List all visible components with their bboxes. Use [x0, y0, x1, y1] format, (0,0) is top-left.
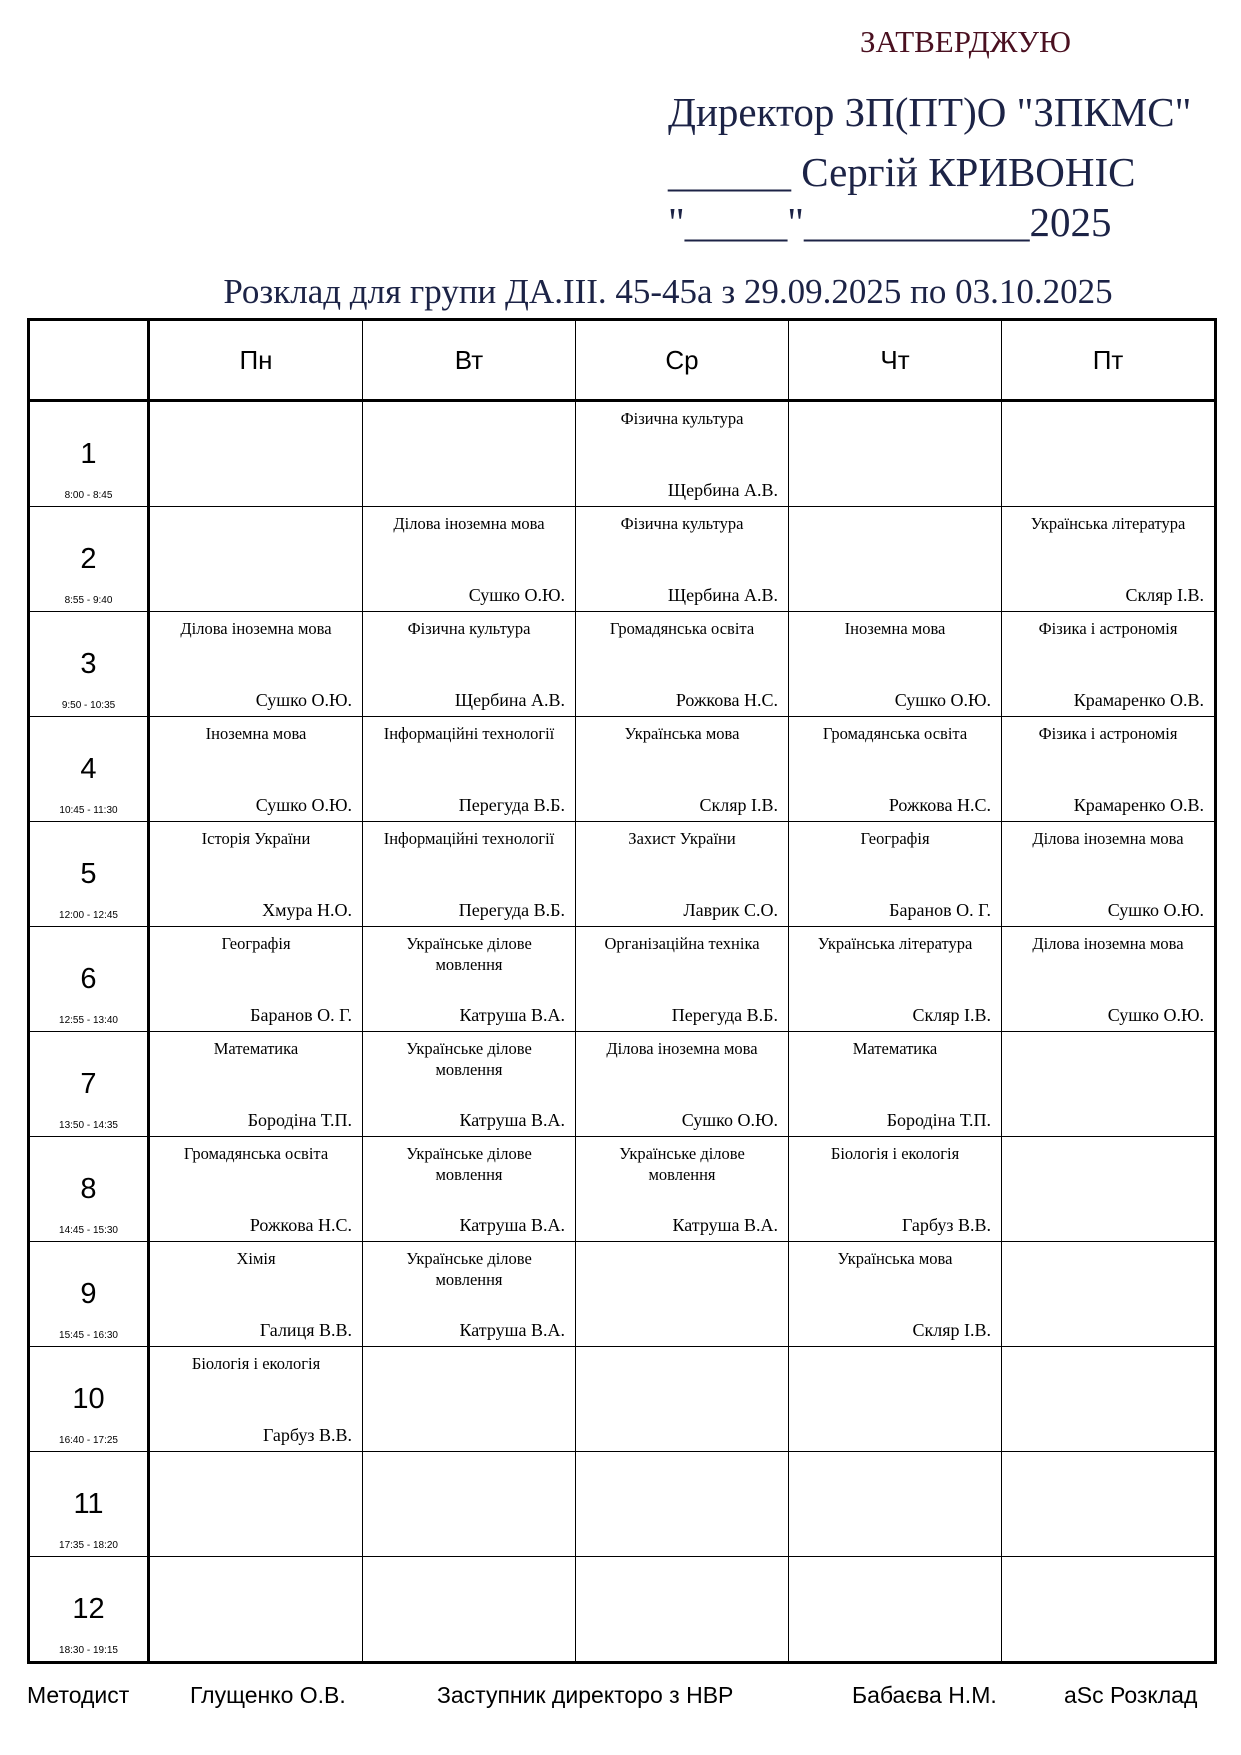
lesson-cell: [789, 927, 1002, 1032]
lesson-subject: Біологія і екологія: [830, 1144, 960, 1163]
software-label: aSc Розклад: [1064, 1682, 1198, 1708]
lesson-cell: [363, 1347, 576, 1452]
period-time: 17:35 - 18:20: [59, 1540, 118, 1551]
lesson-cell: [576, 822, 789, 927]
lesson-subject: Українська література: [1030, 514, 1186, 533]
director-signature: ______ Сергій КРИВОНІС: [668, 149, 1136, 195]
lesson-cell: [789, 1347, 1002, 1452]
period-cell: [29, 1242, 149, 1347]
lesson-cell: [789, 1452, 1002, 1557]
lesson-subject: Громадянська освіта: [822, 724, 968, 743]
period-row: [29, 612, 1216, 717]
lesson-teacher: Скляр І.В.: [699, 795, 778, 815]
lesson-subject: Фізика і астрономія: [1038, 619, 1178, 638]
lesson-subject: Інформаційні технології: [383, 829, 555, 848]
lesson-subject: Ділова іноземна мова: [1032, 829, 1184, 848]
lesson-subject: Математика: [213, 1039, 299, 1058]
period-time: 8:00 - 8:45: [64, 490, 113, 501]
approve-stamp: ЗАТВЕРДЖУЮ: [860, 24, 1071, 59]
lesson-subject: Фізика і астрономія: [1038, 724, 1178, 743]
lesson-cell: [789, 1242, 1002, 1347]
lesson-subject: Математика: [852, 1039, 938, 1058]
lesson-teacher: Щербина А.В.: [667, 480, 778, 500]
period-time: 9:50 - 10:35: [61, 700, 116, 711]
period-cell: [29, 1347, 149, 1452]
lesson-teacher: Сушко О.Ю.: [1107, 900, 1204, 920]
lesson-cell: [576, 401, 789, 507]
lesson-teacher: Щербина А.В.: [667, 585, 778, 605]
lesson-subject: Громадянська освіта: [609, 619, 755, 638]
lesson-teacher: Сушко О.Ю.: [255, 690, 352, 710]
lesson-teacher: Перегуда В.Б.: [458, 900, 565, 920]
schedule-body: [29, 401, 1216, 1663]
lesson-subject: Фізична культура: [407, 619, 531, 638]
lesson-cell: [363, 822, 576, 927]
lesson-cell: [1002, 1452, 1216, 1557]
period-cell: [29, 717, 149, 822]
deputy-label: Заступник директоро з НВР: [437, 1682, 734, 1708]
lesson-teacher: Скляр І.В.: [1125, 585, 1204, 605]
lesson-cell: [789, 1137, 1002, 1242]
lesson-subject: Хімія: [236, 1249, 276, 1268]
lesson-cell: [576, 1242, 789, 1347]
lesson-teacher: Крамаренко О.В.: [1073, 690, 1204, 710]
day-header-fri: Пт: [1002, 320, 1216, 401]
lesson-teacher: Катруша В.А.: [459, 1320, 565, 1340]
period-cell: [29, 507, 149, 612]
methodist-label: Методист: [27, 1682, 130, 1708]
lesson-cell: [576, 1137, 789, 1242]
lesson-subject: Захист України: [628, 829, 736, 848]
lesson-subject: Організаційна техніка: [604, 934, 760, 953]
lesson-subject: Фізична культура: [620, 409, 744, 428]
lesson-teacher: Скляр І.В.: [912, 1005, 991, 1025]
day-header-thu: Чт: [789, 320, 1002, 401]
lesson-teacher: Катруша В.А.: [459, 1110, 565, 1130]
lesson-subject: Історія України: [201, 829, 311, 848]
lesson-cell: [576, 1347, 789, 1452]
period-time: 12:55 - 13:40: [59, 1015, 118, 1026]
lesson-cell: [363, 401, 576, 507]
lesson-subject: Іноземна мова: [205, 724, 307, 743]
lesson-cell: [363, 507, 576, 612]
lesson-cell: [789, 822, 1002, 927]
lesson-cell: [363, 1557, 576, 1663]
lesson-cell: [789, 507, 1002, 612]
lesson-teacher: Перегуда В.Б.: [671, 1005, 778, 1025]
lesson-teacher: Бородіна Т.П.: [886, 1110, 991, 1130]
period-number: 12: [72, 1593, 105, 1625]
period-time: 13:50 - 14:35: [59, 1120, 118, 1131]
period-row: [29, 1557, 1216, 1663]
period-row: [29, 927, 1216, 1032]
period-row: [29, 1347, 1216, 1452]
lesson-cell: [149, 822, 363, 927]
lesson-cell: [149, 401, 363, 507]
lesson-cell: [789, 717, 1002, 822]
period-row: [29, 717, 1216, 822]
lesson-subject: Ділова іноземна мова: [606, 1039, 758, 1058]
lesson-cell: [1002, 1242, 1216, 1347]
lesson-cell: [1002, 717, 1216, 822]
period-time: 12:00 - 12:45: [59, 910, 118, 921]
lesson-cell: [1002, 927, 1216, 1032]
lesson-teacher: Катруша В.А.: [672, 1215, 778, 1235]
lesson-subject: Українське ділове мовлення: [619, 1144, 745, 1184]
lesson-cell: [1002, 822, 1216, 927]
period-number: 2: [80, 543, 97, 575]
lesson-teacher: Баранов О. Г.: [250, 1005, 352, 1025]
lesson-cell: [576, 1032, 789, 1137]
lesson-teacher: Сушко О.Ю.: [468, 585, 565, 605]
lesson-subject: Громадянська освіта: [183, 1144, 329, 1163]
lesson-cell: [576, 717, 789, 822]
period-number: 3: [80, 648, 97, 680]
lesson-subject: Українська мова: [624, 724, 740, 743]
lesson-teacher: Сушко О.Ю.: [255, 795, 352, 815]
lesson-teacher: Скляр І.В.: [912, 1320, 991, 1340]
lesson-teacher: Лаврик С.О.: [683, 900, 778, 920]
lesson-cell: [363, 1137, 576, 1242]
lesson-cell: [789, 1032, 1002, 1137]
lesson-cell: [149, 927, 363, 1032]
lesson-cell: [363, 1452, 576, 1557]
lesson-teacher: Сушко О.Ю.: [1107, 1005, 1204, 1025]
day-header-wed: Ср: [576, 320, 789, 401]
lesson-cell: [149, 717, 363, 822]
lesson-subject: Українське ділове мовлення: [406, 1144, 532, 1184]
lesson-cell: [363, 1242, 576, 1347]
period-number: 9: [80, 1278, 97, 1310]
period-cell: [29, 1137, 149, 1242]
lesson-subject: Фізична культура: [620, 514, 744, 533]
lesson-cell: [363, 612, 576, 717]
period-number: 11: [73, 1488, 104, 1520]
lesson-cell: [1002, 1347, 1216, 1452]
lesson-subject: Інформаційні технології: [383, 724, 555, 743]
methodist-name: Глущенко О.В.: [190, 1682, 346, 1708]
lesson-subject: Українське ділове мовлення: [406, 1039, 532, 1079]
lesson-cell: [576, 1452, 789, 1557]
lesson-teacher: Гарбуз В.В.: [262, 1425, 352, 1445]
lesson-teacher: Галиця В.В.: [259, 1320, 352, 1340]
period-number: 4: [80, 753, 97, 785]
lesson-teacher: Щербина А.В.: [454, 690, 565, 710]
lesson-teacher: Гарбуз В.В.: [901, 1215, 991, 1235]
lesson-cell: [1002, 1557, 1216, 1663]
lesson-subject: Географія: [860, 829, 930, 848]
lesson-cell: [576, 507, 789, 612]
lesson-teacher: Рожкова Н.С.: [888, 795, 991, 815]
lesson-teacher: Хмура Н.О.: [262, 900, 352, 920]
lesson-cell: [789, 401, 1002, 507]
lesson-subject: Іноземна мова: [844, 619, 946, 638]
period-cell: [29, 927, 149, 1032]
lesson-subject: Українське ділове мовлення: [406, 1249, 532, 1289]
lesson-subject: Ділова іноземна мова: [1032, 934, 1184, 953]
lesson-teacher: Катруша В.А.: [459, 1215, 565, 1235]
lesson-teacher: Перегуда В.Б.: [458, 795, 565, 815]
lesson-subject: Географія: [221, 934, 291, 953]
lesson-subject: Українська література: [817, 934, 973, 953]
period-row: [29, 507, 1216, 612]
period-time: 10:45 - 11:30: [59, 805, 118, 816]
period-cell: [29, 612, 149, 717]
lesson-cell: [1002, 1032, 1216, 1137]
corner-cell: [29, 320, 149, 401]
period-time: 14:45 - 15:30: [59, 1225, 118, 1236]
period-number: 7: [80, 1068, 97, 1100]
period-cell: [29, 1557, 149, 1663]
lesson-subject: Українська мова: [837, 1249, 953, 1268]
lesson-cell: [149, 507, 363, 612]
lesson-teacher: Сушко О.Ю.: [894, 690, 991, 710]
period-row: [29, 1242, 1216, 1347]
lesson-cell: [149, 612, 363, 717]
period-row: [29, 1032, 1216, 1137]
period-time: 16:40 - 17:25: [59, 1435, 118, 1446]
lesson-cell: [576, 612, 789, 717]
day-header-mon: Пн: [149, 320, 363, 401]
period-cell: [29, 1452, 149, 1557]
lesson-teacher: Рожкова Н.С.: [675, 690, 778, 710]
schedule-table: [27, 318, 1217, 1664]
lesson-cell: [149, 1347, 363, 1452]
lesson-subject: Ділова іноземна мова: [180, 619, 332, 638]
lesson-cell: [149, 1452, 363, 1557]
lesson-cell: [1002, 1137, 1216, 1242]
lesson-cell: [363, 1032, 576, 1137]
period-cell: [29, 822, 149, 927]
period-number: 5: [80, 858, 97, 890]
lesson-teacher: Рожкова Н.С.: [249, 1215, 352, 1235]
lesson-cell: [149, 1032, 363, 1137]
lesson-cell: [1002, 507, 1216, 612]
lesson-subject: Ділова іноземна мова: [393, 514, 545, 533]
lesson-teacher: Бородіна Т.П.: [247, 1110, 352, 1130]
lesson-subject: Біологія і екологія: [191, 1354, 321, 1373]
period-row: [29, 401, 1216, 507]
lesson-cell: [363, 927, 576, 1032]
lesson-cell: [576, 927, 789, 1032]
day-header-row: [29, 320, 1216, 401]
lesson-teacher: Сушко О.Ю.: [681, 1110, 778, 1130]
lesson-teacher: Крамаренко О.В.: [1073, 795, 1204, 815]
period-cell: [29, 401, 149, 507]
lesson-cell: [363, 717, 576, 822]
lesson-cell: [1002, 401, 1216, 507]
lesson-cell: [789, 612, 1002, 717]
period-time: 8:55 - 9:40: [64, 595, 113, 606]
period-cell: [29, 1032, 149, 1137]
period-row: [29, 1452, 1216, 1557]
schedule-title: Розклад для групи ДА.ІІІ. 45-45а з 29.09.2025 по 03.10.2025: [223, 272, 1113, 311]
period-time: 15:45 - 16:30: [59, 1330, 118, 1341]
lesson-subject: Українське ділове мовлення: [406, 934, 532, 974]
period-row: [29, 822, 1216, 927]
period-number: 10: [72, 1383, 105, 1415]
period-number: 6: [80, 963, 97, 995]
period-time: 18:30 - 19:15: [59, 1645, 118, 1656]
lesson-cell: [149, 1557, 363, 1663]
director-title: Директор ЗП(ПТ)О "ЗПКМС": [668, 89, 1192, 135]
lesson-cell: [576, 1557, 789, 1663]
lesson-cell: [149, 1137, 363, 1242]
deputy-name: Бабаєва Н.М.: [852, 1682, 997, 1708]
day-header-tue: Вт: [363, 320, 576, 401]
lesson-teacher: Катруша В.А.: [459, 1005, 565, 1025]
period-row: [29, 1137, 1216, 1242]
lesson-cell: [149, 1242, 363, 1347]
approval-date-line: "_____"___________2025: [668, 199, 1112, 245]
period-number: 8: [80, 1173, 97, 1205]
lesson-cell: [789, 1557, 1002, 1663]
lesson-teacher: Баранов О. Г.: [889, 900, 991, 920]
lesson-cell: [1002, 612, 1216, 717]
period-number: 1: [80, 438, 97, 470]
